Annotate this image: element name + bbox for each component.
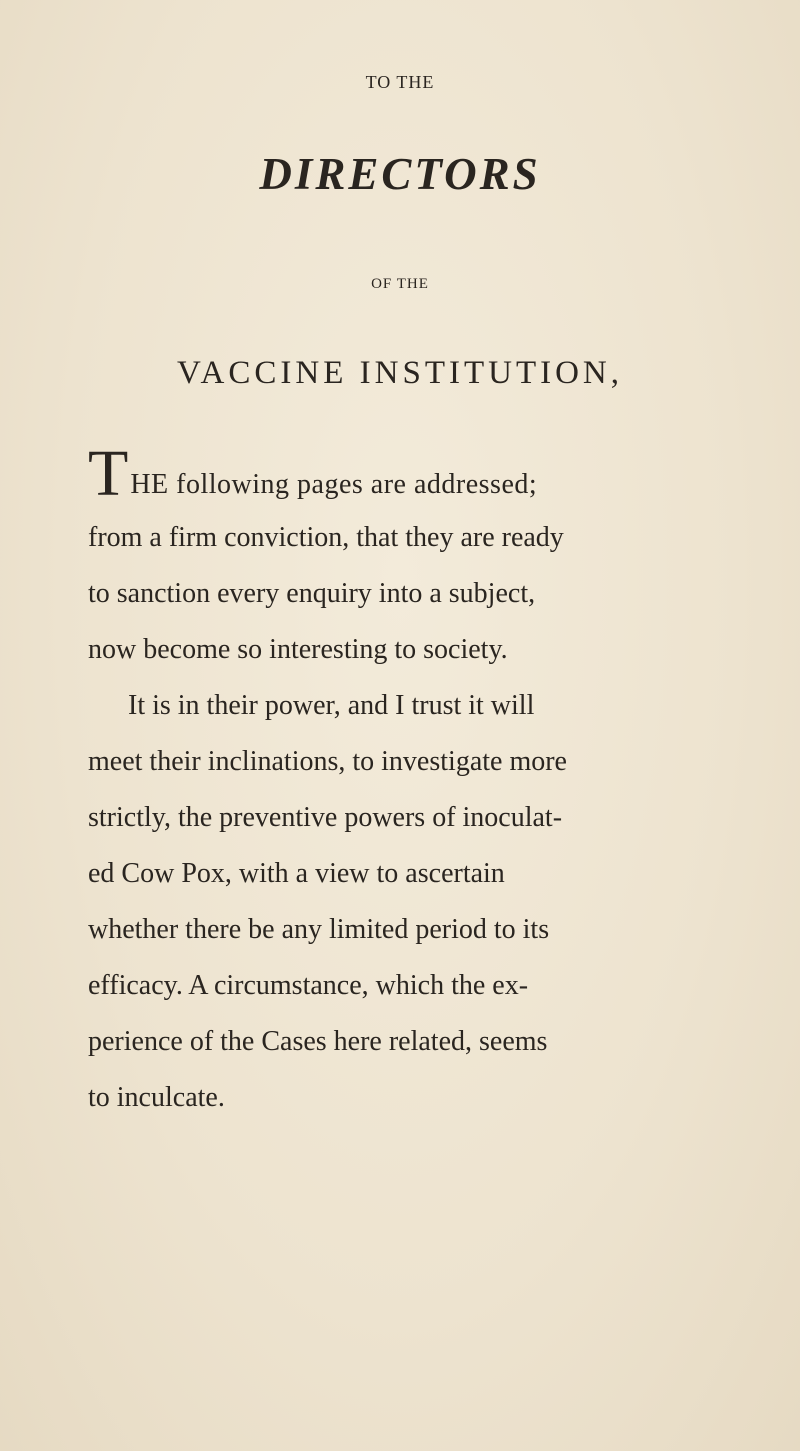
- body-line: whether there be any limited period to its: [88, 914, 550, 945]
- first-line-text: HE following pages are addressed;: [130, 469, 538, 500]
- body-line: efficacy. A circumstance, which the ex-: [88, 970, 529, 1001]
- body-line: strictly, the preventive powers of inoculat-: [88, 802, 563, 833]
- body-line: meet their inclinations, to investigate more: [88, 746, 567, 777]
- institution-name: VACCINE INSTITUTION,: [176, 355, 624, 391]
- body-line: ed Cow Pox, with a view to ascertain: [88, 858, 505, 889]
- body-paragraph: [88, 437, 688, 1126]
- drop-cap: T: [88, 437, 129, 510]
- dedication-to-the: TO THE: [365, 72, 435, 92]
- body-line: to sanction every enquiry into a subject,: [88, 578, 536, 609]
- body-line: from a firm conviction, that they are ready: [88, 522, 564, 553]
- body-line: perience of the Cases here related, seems: [88, 1026, 548, 1057]
- body-line: It is in their power, and I trust it will: [128, 690, 535, 721]
- body-line: to inculcate.: [88, 1082, 225, 1113]
- body-line: now become so interesting to society.: [88, 634, 508, 665]
- body-line-1: [88, 437, 688, 510]
- dedication-of-the: OF THE: [371, 276, 429, 292]
- dedication-title: DIRECTORS: [259, 149, 541, 199]
